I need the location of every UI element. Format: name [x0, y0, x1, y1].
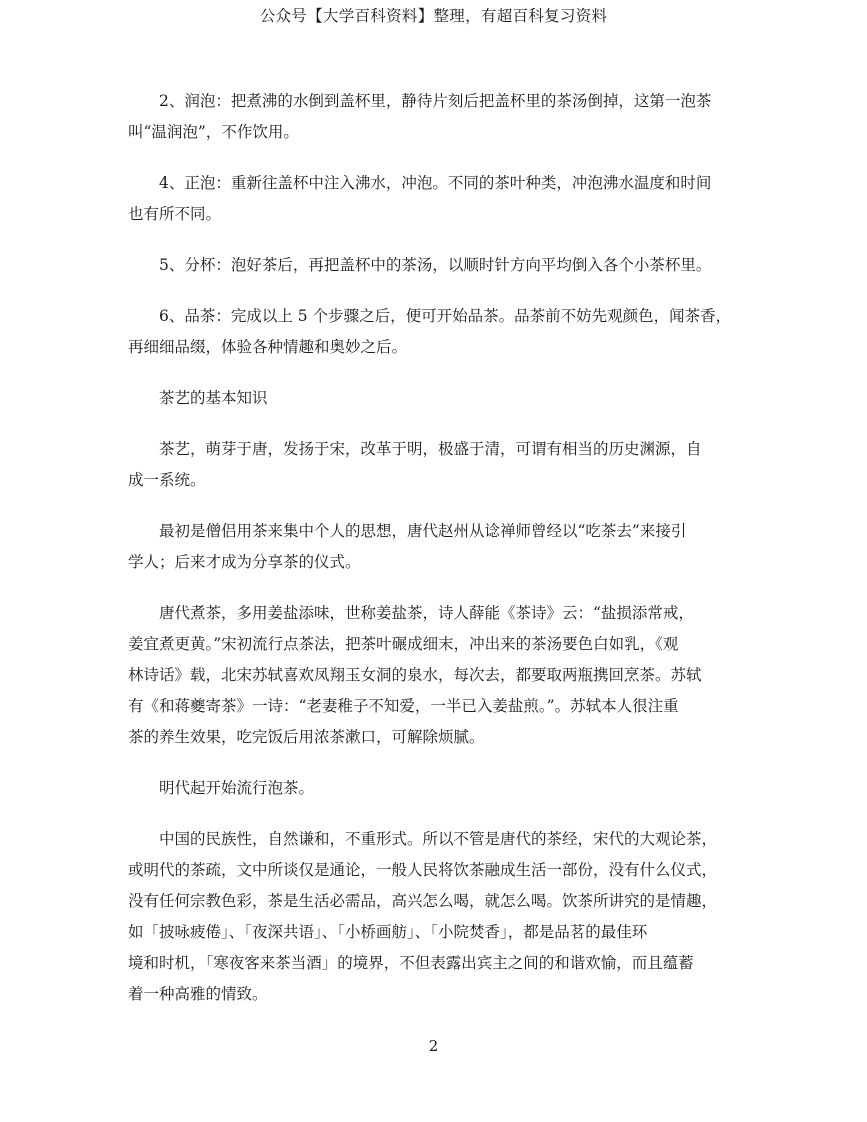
paragraph-line: 成一系统。: [128, 471, 206, 489]
paragraph: [128, 301, 746, 363]
paragraph-line: 茶艺的基本知识: [159, 389, 268, 407]
paragraph-line: 唐代煮茶，多用姜盐添味，世称姜盐茶，诗人薛能《茶诗》云：“盐损添常戒，: [159, 604, 694, 622]
paragraph-line: 没有任何宗教色彩，茶是生活必需品，高兴怎么喝，就怎么喝。饮茶所讲究的是情趣，: [128, 892, 718, 910]
paragraph-line: 着一种高雅的情致。: [128, 985, 268, 1003]
paragraph-line: 茶艺，萌芽于唐，发扬于宋，改革于明，极盛于清，可谓有相当的历史渊源，自: [159, 440, 702, 458]
paragraph-line: 明代起开始流行泡茶。: [159, 779, 315, 797]
paragraph-line: 有《和蒋夔寄茶》一诗：“老妻稚子不知爱，一半已入姜盐煎。”。苏轼本人很注重: [128, 697, 679, 715]
paragraph: [128, 773, 746, 804]
paragraph: [128, 250, 746, 281]
paragraph: [128, 824, 746, 1010]
paragraph-line: 再细细品缀，体验各种情趣和奥妙之后。: [128, 338, 408, 356]
paragraph-line: 茶的养生效果，吃完饭后用浓茶漱口，可解除烦腻。: [128, 728, 485, 746]
paragraph-line: 6、品茶：完成以上 5 个步骤之后，便可开始品茶。品茶前不妨先观颜色，闻茶香，: [159, 307, 732, 325]
paragraph-line: 也有所不同。: [128, 205, 222, 223]
paragraph-line: 境和时机，「寒夜客来茶当酒」的境界，不但表露出宾主之间的和谐欢愉，而且蕴蓄: [128, 954, 694, 972]
paragraph: [128, 86, 746, 148]
paragraph-line: 叫“温润泡”，不作饮用。: [128, 123, 299, 141]
paragraph: [128, 598, 746, 753]
paragraph: [128, 383, 746, 414]
paragraph: [128, 434, 746, 496]
paragraph-line: 或明代的茶疏，文中所谈仅是通论，一般人民将饮茶融成生活一部份，没有什么仪式，: [128, 861, 718, 879]
page-header: 公众号【大学百科资料】整理，有超百科复习资料: [259, 7, 608, 25]
paragraph-line: 姜宜煮更黄。”宋初流行点茶法，把茶叶碾成细末，冲出来的茶汤要色白如乳，《观: [128, 635, 679, 653]
paragraph-line: 2、润泡：把煮沸的水倒到盖杯里，静待片刻后把盖杯里的茶汤倒掉，这第一泡茶: [159, 92, 712, 110]
paragraph: [128, 516, 746, 578]
paragraph-line: 中国的民族性，自然谦和，不重形式。所以不管是唐代的茶经，宋代的大观论茶，: [159, 830, 718, 848]
paragraph: [128, 168, 746, 230]
paragraph-line: 学人；后来才成为分享茶的仪式。: [128, 553, 361, 571]
paragraph-line: 林诗话》载，北宋苏轼喜欢凤翔玉女洞的泉水，每次去，都要取两瓶携回烹茶。苏轼: [128, 666, 702, 684]
paragraph-line: 如「披咏疲倦」、「夜深共语」、「小桥画舫」、「小院焚香」，都是品茗的最佳环: [128, 923, 648, 941]
paragraph-line: 4、正泡：重新往盖杯中注入沸水，冲泡。不同的茶叶种类，冲泡沸水温度和时间: [159, 174, 712, 192]
page-number: 2: [428, 1037, 439, 1055]
paragraph-line: 最初是僧侣用茶来集中个人的思想，唐代赵州从谂禅师曾经以“吃茶去”来接引: [159, 522, 687, 540]
paragraph-line: 5、分杯：泡好茶后，再把盖杯中的茶汤，以顺时针方向平均倒入各个小茶杯里。: [159, 256, 712, 274]
document-body: [128, 86, 746, 1030]
